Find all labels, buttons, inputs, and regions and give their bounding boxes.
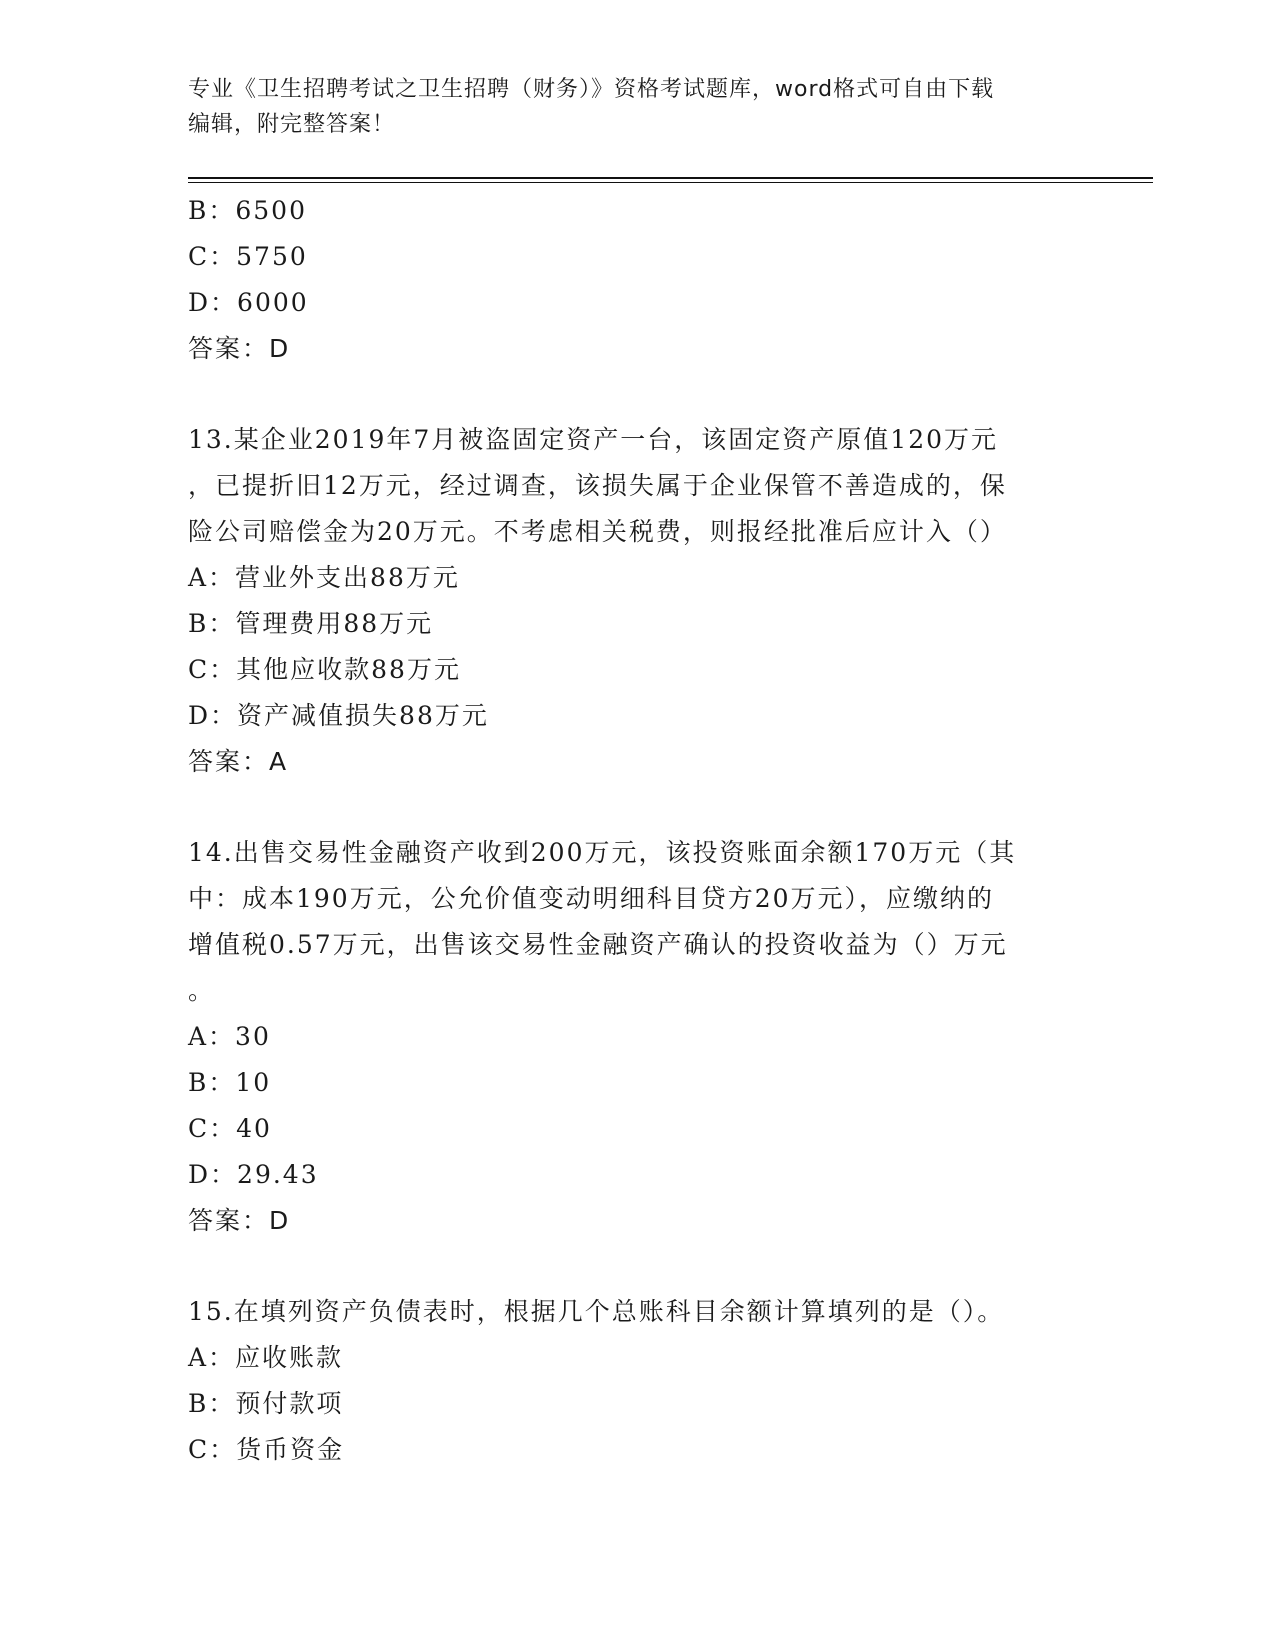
answer: 答案：A [188, 747, 289, 776]
option-c: C：40 [188, 1114, 272, 1143]
question-13 [188, 417, 1088, 785]
option-d: D：6000 [188, 288, 309, 317]
header-divider-thin [188, 182, 1153, 183]
question-14 [188, 830, 1088, 1244]
option-a: A：营业外支出88万元 [188, 563, 460, 592]
option-b: B：10 [188, 1068, 272, 1097]
question-text-line: 增值税0.57万元，出售该交易性金融资产确认的投资收益为（）万元 [188, 930, 1008, 959]
option-c: C：货币资金 [188, 1435, 345, 1464]
answer: 答案：D [188, 334, 291, 363]
question-text-line: 险公司赔偿金为20万元。不考虑相关税费，则报经批准后应计入（） [188, 517, 1007, 546]
header-line-1: 专业《卫生招聘考试之卫生招聘（财务）》资格考试题库，word格式可自由下载 [188, 77, 995, 102]
spacer [188, 372, 1088, 417]
question-text-line: 中：成本190万元，公允价值变动明细科目贷方20万元），应缴纳的 [188, 884, 995, 913]
option-d: D：29.43 [188, 1160, 319, 1189]
spacer [188, 785, 1088, 830]
prev-question [188, 188, 1088, 372]
option-b: B：管理费用88万元 [188, 609, 434, 638]
question-text-line: 13.某企业2019年7月被盗固定资产一台，该固定资产原值120万元 [188, 425, 999, 454]
option-c: C：5750 [188, 242, 308, 271]
option-a: A：应收账款 [188, 1343, 344, 1372]
option-d: D：资产减值损失88万元 [188, 701, 489, 730]
option-c: C：其他应收款88万元 [188, 655, 461, 684]
question-15 [188, 1289, 1088, 1473]
header-divider-thick [188, 177, 1153, 179]
option-b: B：预付款项 [188, 1389, 344, 1418]
answer: 答案：D [188, 1206, 291, 1235]
option-b: B：6500 [188, 196, 307, 225]
spacer [188, 1244, 1088, 1289]
question-text-line: 15.在填列资产负债表时，根据几个总账科目余额计算填列的是（）。 [188, 1297, 1005, 1326]
question-content [188, 188, 1088, 1473]
question-text-line: ，已提折旧12万元，经过调查，该损失属于企业保管不善造成的，保 [188, 471, 1007, 500]
header-line-2: 编辑，附完整答案！ [188, 112, 396, 137]
question-text-line: 14.出售交易性金融资产收到200万元，该投资账面余额170万元（其 [188, 838, 1017, 867]
page-header [188, 72, 1088, 142]
option-a: A：30 [188, 1022, 271, 1051]
question-text-line: 。 [188, 976, 216, 1005]
